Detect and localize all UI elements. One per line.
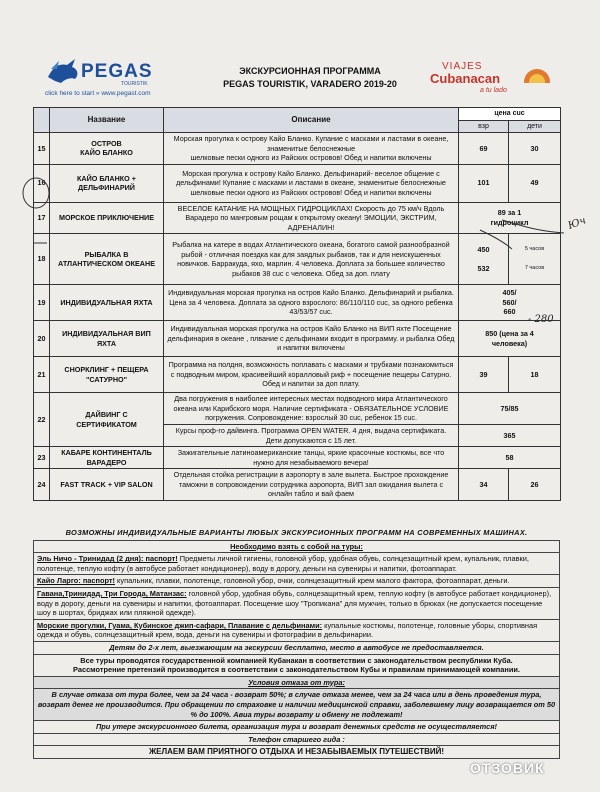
- col-name-header: Название: [50, 108, 164, 133]
- item1-head: Эль Ничо - Тринидад (2 дня): паспорт!: [37, 554, 178, 564]
- tours-line1: Все туры проводятся государственной компанией Кубанакан в соответствии с законодательством республики Куба.: [80, 655, 513, 665]
- item-trinidad: [33, 553, 560, 575]
- guide-phone: Телефон старшего гида :: [33, 734, 560, 747]
- price-adult: 34: [459, 469, 509, 501]
- row-number: 22: [34, 393, 50, 447]
- row-number: 19: [34, 285, 50, 321]
- price-child: 5 часов 7 часов: [509, 234, 561, 285]
- excursion-name: РЫБАЛКА В АТЛАНТИЧЕСКОМ ОКЕАНЕ: [50, 234, 164, 285]
- price-adult: 39: [459, 357, 509, 393]
- cubanacan-tag: a tu lado: [480, 87, 507, 94]
- excursion-description: Отдельная стойка регистрации в аэропорту в зале вылета. Быстрое прохождение таможни в сопровождении сотрудника аэропорта, ВИП зал ожидания вылета с онлайн табло и вай фаем: [164, 469, 459, 501]
- item-cayo-largo: [33, 575, 560, 588]
- excursion-description: Индивидуальная морская прогулка на остров Кайо Бланко на ВИП яхте Посещение дельфинария в океане , плвание с дельфинами входит в программу. и рыбалка Обед и напитки включены: [164, 321, 459, 357]
- table-row: [34, 357, 561, 393]
- col-child-header: дети: [509, 120, 561, 133]
- excursion-description: ВЕСЕЛОЕ КАТАНИЕ НА МОЩНЫХ ГИДРОЦИКЛАХ! Скорость до 75 км/ч Вдоль Варадеро по мангровым рощам к открытому океану! ЭМОЦИИ, ЭКСТРИМ, АДРЕНАЛИН!: [164, 202, 459, 234]
- tours-info: [33, 655, 560, 677]
- cubanacan-name: Cubanacan: [430, 71, 501, 86]
- excursion-name: FAST TRACK + VIP SALON: [50, 469, 164, 501]
- row-number: 17: [34, 202, 50, 234]
- page-title: [190, 65, 430, 91]
- table-header-row: [34, 108, 561, 121]
- table-row: [34, 321, 561, 357]
- item2-text: купальник, плавки, полотенце, головной убор, очки, солнцезащитный крем малого фактора, фотоаппарат, деньги.: [115, 576, 510, 586]
- excursion-description: Зажигательные латиноамериканские танцы, яркие красочные костюмы, все что нужно для незабываемого вечера!: [164, 447, 459, 469]
- diving-course-price: 365: [459, 425, 561, 447]
- take-title: [33, 540, 560, 554]
- item-sea: [33, 620, 560, 642]
- row-number: 15: [34, 133, 50, 165]
- cubanacan-viajes: VIAJES: [442, 61, 483, 72]
- table-row: [34, 447, 561, 469]
- item3-text: головной убор, удобная обувь, солнцезащитный крем, теплую кофту (в автобусе работает кондиционер), воду в дорогу, деньги на сувениры и напитки, фотоаппарат. Посещение шоу "Тропикана" для мужчин, только в брюках (не допускается посещение шоу в шортах, бриджах или пляжной одежде).: [37, 588, 552, 618]
- tours-line2: Рассмотрение претензий производится в соответствии с законодательством Кубы и правилам принимающей компании.: [73, 665, 520, 675]
- handwritten-arrow-17: [440, 205, 590, 255]
- price-child: 30: [509, 133, 561, 165]
- item-havana: [33, 588, 560, 620]
- excursion-description: Морская прогулка к острову Кайо Бланко. Дельфинарий- веселое общение с дельфинами! Купание с масками и ластами в океане, знаменитые белоснежные шелковые пески одного из Райских островов! Обед и напитки включены: [164, 164, 459, 202]
- table-row: [34, 285, 561, 321]
- pegasus-icon: [45, 57, 81, 87]
- price-child: 49: [509, 164, 561, 202]
- excursion-name: КАЙО БЛАНКО + ДЕЛЬФИНАРИЙ: [50, 164, 164, 202]
- handnote-17: Юч: [566, 215, 588, 232]
- price-child: 18: [509, 357, 561, 393]
- col-num-header: [34, 108, 50, 133]
- excursion-name: ОСТРОВ КАЙО БЛАНКО: [50, 133, 164, 165]
- handwritten-circle-16: [20, 176, 52, 210]
- col-adult-header: взр: [459, 120, 509, 133]
- item3-head: Гавана,Тринидад, Три Города, Матанзас:: [37, 588, 187, 598]
- sun-logo-icon: [520, 65, 554, 91]
- table-row: [34, 164, 561, 202]
- document-header: [0, 55, 600, 103]
- pegas-link[interactable]: click here to start » www.pegast.com: [45, 90, 151, 97]
- item4-head: Морские прогулки, Гуама, Кубинское джип-сафари, Плавание с дельфинами:: [37, 620, 323, 630]
- excursion-name: МОРСКОЕ ПРИКЛЮЧЕНИЕ: [50, 202, 164, 234]
- handnote-19: - 280: [528, 314, 554, 325]
- item4-text: купальные костюмы, полотенце, головные уборы, спортивная одежда и обувь, солнцезащитный крем, вода, деньги на сувениры и фотографии в дельфинарии.: [37, 620, 538, 640]
- row-number: 23: [34, 447, 50, 469]
- excursion-name: ИНДИВИДУАЛЬНАЯ ЯХТА: [50, 285, 164, 321]
- price-adult: 850 (цена за 4 человека): [459, 321, 561, 357]
- row-number: 21: [34, 357, 50, 393]
- children-line: Детям до 2-х лет, выезжающим на экскурсии бесплатно, место в автобусе не предоставляется.: [33, 642, 560, 655]
- table-row: [34, 393, 561, 425]
- otzovik-watermark: ОТЗОВИК: [470, 760, 545, 776]
- cancel-text: В случае отказа от тура более, чем за 24 часа - возврат 50%; в случае отказа менее, чем за 24 часа или в день проведения тура, возврат денег не производится. При обращении по страховке и наличии медицинской справки, заболевшему лицу возвращается от 50 % до 100%. Авиа туры возврату и обмену не подлежат!: [33, 689, 560, 721]
- diving-course-note: Курсы проф-го дайвинга. Программа OPEN WATER. 4 дня, выдача сертификата. Дети допускаются с 15 лет.: [164, 425, 459, 447]
- farewell: ЖЕЛАЕМ ВАМ ПРИЯТНОГО ОТДЫХА И НЕЗАБЫВАЕМЫХ ПУТЕШЕСТВИЙ!: [33, 746, 560, 759]
- lost-line: При утере экскурсионного билета, организация тура и возврат денежных средств не осуществляется!: [33, 721, 560, 734]
- banner: ВОЗМОЖНЫ ИНДИВИДУАЛЬНЫЕ ВАРИАНТЫ ЛЮБЫХ ЭКСКУРСИОННЫХ ПРОГРАММ НА СОВРЕМЕННЫХ МАШИНАХ.: [65, 528, 528, 537]
- price-adult: 405/ 560/ 660: [459, 285, 561, 321]
- price-adult: 58: [459, 447, 561, 469]
- excursion-description: Индивидуальная морская прогулка на остров Кайо Бланко. Дельфинарий и рыбалка. Цена за 4 человека. Доплата за одного взрослого: 86/110/110 cuc, за одного ребенка 43/53/57 cuc.: [164, 285, 459, 321]
- excursion-name: КАБАРЕ КОНТИНЕНТАЛЬ ВАРАДЕРО: [50, 447, 164, 469]
- price-child: 26: [509, 469, 561, 501]
- col-desc-header: Описание: [164, 108, 459, 133]
- table-row: [34, 469, 561, 501]
- col-price-header: цена cuc: [459, 108, 561, 121]
- pegas-brand: PEGAS: [81, 61, 153, 82]
- row-number: 20: [34, 321, 50, 357]
- excursion-description: Морская прогулка к острову Кайо Бланко. Купание с масками и ластами в океане, знаменитые белоснежные шелковые пески одного из Райских островов! Обед и напитки включены: [164, 133, 459, 165]
- price-adult: 69: [459, 133, 509, 165]
- excursion-table: [33, 107, 561, 501]
- cancel-title: [33, 677, 560, 690]
- handwritten-underline-17: [33, 240, 49, 246]
- title-line1: ЭКСКУРСИОННАЯ ПРОГРАММА: [239, 66, 381, 76]
- title-line2: PEGAS TOURISTIK, VARADERO 2019-20: [223, 79, 397, 89]
- pegas-sub: TOURISTIK: [121, 81, 148, 87]
- excursion-description: Два погружения в наиболее интересных местах подводного мира Атлантического океана или Карибского моря. Наличие сертификата - ОБЯЗАТЕЛЬНОЕ УСЛОВИЕ погружения. Сопровождение: взрослый 30 cuc, ребенок 15 cuc.: [164, 393, 459, 425]
- price-adult: 75/85: [459, 393, 561, 425]
- cubanacan-logo: [428, 59, 558, 99]
- price-adult: 89 за 1 гидроцикл: [459, 202, 561, 234]
- price-adult: 450 532: [459, 234, 509, 285]
- excursion-description: Рыбалка на катере в водах Атлантического океана, богатого самой разнообразной рыбой - отличная поездка как для заядлых рыбаков, так и для неискушенных новичков. Барракуда, яхо, марлин. 4 человека. Доплата за большее количество рыбаков 38 cuc с человека. Обед за доп. плату: [164, 234, 459, 285]
- table-row: [34, 133, 561, 165]
- excursion-description: Программа на полдня, возможность поплавать с масками и трубками познакомиться с подводным миром, красивейший коралловый риф + посещение пещеры Сатурно. Обед и напитки за доп плату.: [164, 357, 459, 393]
- info-section: [33, 525, 560, 759]
- excursion-name: ДАЙВИНГ С СЕРТИФИКАТОМ: [50, 393, 164, 447]
- item2-head: Кайо Ларго: паспорт!: [37, 576, 115, 586]
- pegas-logo[interactable]: [45, 57, 165, 97]
- item1-text: Предметы личной гигиены, головной убор, удобная обувь, солнцезащитный крем, купальник, плавки, полотенце, теплую кофту (в автобусе работает кондиционер), воду в дорогу, деньги на сувениры и напитки, фотоаппарат.: [37, 554, 529, 573]
- price-adult: 101: [459, 164, 509, 202]
- row-number: 16: [34, 164, 50, 202]
- excursion-name: ИНДИВИДУАЛЬНАЯ ВИП ЯХТА: [50, 321, 164, 357]
- take-title-text: Необходимо взять с собой на туры:: [230, 541, 363, 551]
- row-number: 24: [34, 469, 50, 501]
- excursion-name: СНОРКЛИНГ + ПЕЩЕРА "САТУРНО": [50, 357, 164, 393]
- cancel-title-text: Условия отказа от тура:: [248, 677, 345, 687]
- row-number: 18: [34, 234, 50, 285]
